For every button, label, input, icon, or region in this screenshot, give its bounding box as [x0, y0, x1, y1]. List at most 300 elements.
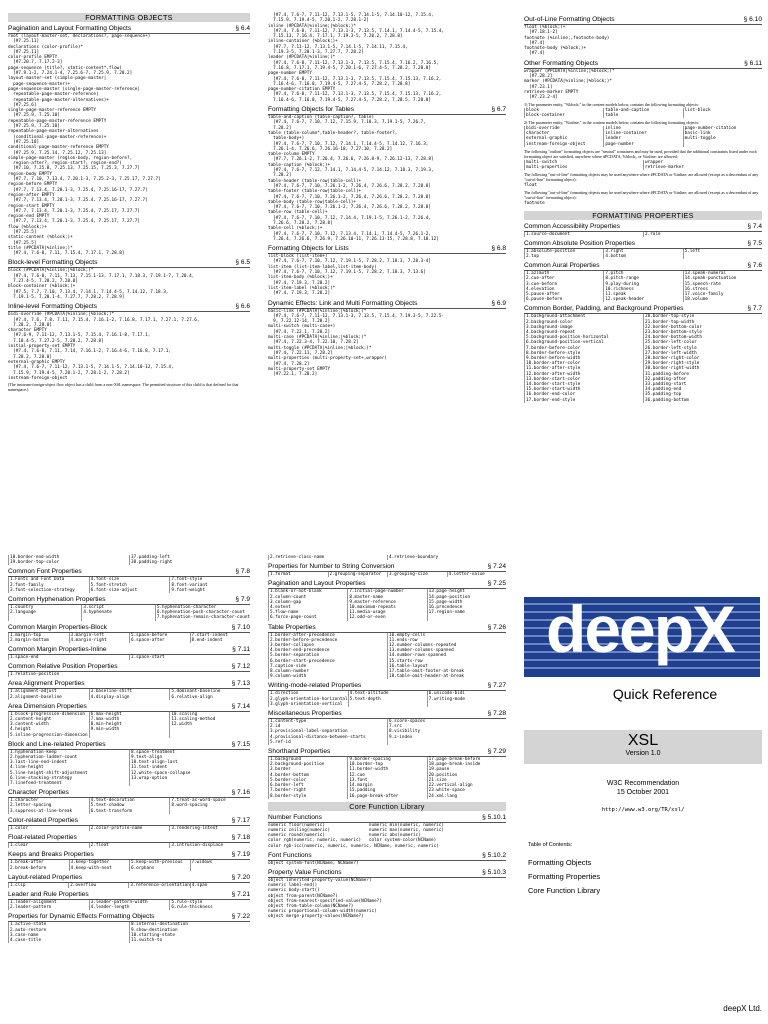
property-item: 5.pause-after: [524, 292, 603, 297]
property-item: 22.border-bottom-color: [643, 325, 762, 330]
fo-entry: region-after EMPTY [#7.7, 7.13.4, 7.20.1-3, 7.25.4, 7.25.16-17, 7.27.7]: [8, 192, 148, 204]
section-ref: § 6.9: [491, 299, 506, 307]
property-item: 1.block-progression-dimension: [8, 712, 89, 717]
section-ref: § 7.11: [232, 646, 250, 654]
property-item: 8.word-spacing: [169, 803, 250, 808]
entity-item: list-block: [683, 108, 762, 113]
property-item: 2.break-before: [8, 866, 69, 871]
fo-entry: table-caption (%block;)+ [#7.4, 7.6-7, 7.12, 7.14.1, 7.14.4-5, 7.14.12, 7.18.3, 7.19.3, 7.28.2]: [268, 162, 434, 179]
section-heading: [8, 567, 250, 577]
property-item: [169, 809, 250, 814]
section-title: Pagination and Layout Formatting Objects: [8, 25, 132, 32]
property-item: 8.border-style: [268, 794, 347, 799]
fo-entry: inline (#PCDATA|%inline;|%block;)* [#7.4, 7.6-8, 7.11-12, 7.13.1-3, 7.13.5, 7.14.1, 7.14.4-5, 7.15.4, 7.15.13, 7.16.4, 7.17.1, 7.19.3-5, 7.20.2, 7.28.8]: [268, 23, 444, 40]
entity-item: multi-toggle: [683, 136, 762, 141]
section-title: Font Functions: [268, 851, 312, 859]
section-title: Number Functions: [268, 813, 322, 821]
section-title: Color-related Properties: [8, 816, 78, 824]
property-item: 18.table-omit-header-at-break: [387, 674, 506, 679]
section-heading: [8, 788, 250, 798]
property-item: 2.background-color: [524, 320, 643, 325]
fo-entry: page-number-citation EMPTY [#7.4, 7.6-8, 7.11-12, 7.13.1-3, 7.13.5, 7.15.4, 7.15.13, 7.16.2, 7.16.4-6, 7.16.8, 7.19.4-5, 7.27.4-5, 7.28.2, 7.28.5, 7.28.8]: [268, 87, 442, 103]
entity-item: block: [524, 108, 603, 113]
property-item: 5.text-depth: [348, 697, 427, 702]
property-item: 1.background: [268, 757, 347, 762]
property-item: 7.widows: [190, 860, 251, 865]
property-list: [268, 589, 506, 620]
section-heading: [268, 681, 506, 691]
property-list: [268, 633, 506, 680]
property-item: 9.border-before-width: [524, 356, 643, 361]
fo-entry: single-page-master-reference EMPTY [#7.25.9, 7.25.10]: [8, 108, 96, 119]
section-ref: § 6.4: [235, 25, 250, 32]
fo-entry: character EMPTY [#7.6-9, 7.11-12, 7.13.1-5, 7.15.4, 7.16.1-8, 7.17.1, 7.18.4-5, 7.27.2-5, 7.28.2, 7.28.8]: [8, 328, 151, 344]
entity-item: [683, 142, 762, 147]
property-item: 1.relative-position: [8, 672, 250, 677]
property-item: 3.baseline-shift: [89, 689, 170, 694]
property-item: 7.treat-as-word-space: [169, 798, 250, 803]
entity-item: instream-foreign-object: [524, 142, 603, 147]
col2-top-entries: [268, 13, 506, 103]
property-item: 3.margin-left: [69, 633, 130, 638]
property-item: 2.language: [8, 610, 81, 615]
section-ref: § 7.12: [231, 663, 250, 671]
property-item: 6.max-height: [89, 712, 170, 717]
property-item: 3.keep-together: [69, 860, 130, 865]
property-item: 1.clear: [8, 843, 89, 848]
property-item: 7.max-width: [89, 717, 170, 722]
neutral-containers-note: The following "outline" formatting objects are "neutral" containers and may be used, provided that the additional constraints listed under each formatting object are satisfied, anywhere where #PCDATA, %block;, or %inline; are allowed:: [524, 148, 757, 159]
function-signature: object system-font(NCName, NCName?): [268, 860, 359, 866]
section-heading: [524, 222, 762, 232]
section-title: Float-related Properties: [8, 834, 77, 842]
property-item: 2.leader-pattern: [8, 905, 89, 910]
fo-entry: declarations (color-profile)* [#7.25.11]: [8, 44, 84, 55]
block-entity-grid: [524, 108, 762, 118]
property-list: [8, 860, 250, 870]
function-signature: object from-nearest-specified-value(NCName?): [268, 898, 382, 904]
function-signature: color rgb-icc(numeric, numeric, numeric, NCName, numeric, numeric): [268, 843, 439, 849]
section-heading: [268, 709, 506, 719]
entity-item: leader: [603, 136, 682, 141]
property-item: 2.role: [643, 232, 762, 237]
property-item: 6.force-page-count: [268, 615, 347, 620]
section-heading: [8, 258, 250, 268]
property-item: 5.dominant-baseline: [169, 689, 250, 694]
property-item: 35.padding-top: [643, 392, 762, 397]
section-heading: [268, 579, 506, 589]
property-item: 5.hyphenation-character: [155, 605, 250, 610]
fo-entry: multi-case (#PCDATA|%inline;|%block;)* [#7.4, 7.22.3-4, 7.22.10, 7.28.2]: [268, 335, 367, 346]
property-item: 4.case-title: [8, 938, 129, 943]
entity-item: 19.border-top-color: [8, 560, 129, 565]
toc-item[interactable]: Formatting Properties: [528, 872, 601, 881]
property-item: 15.padding: [347, 788, 426, 793]
property-item: 1.azimuth: [524, 271, 603, 276]
toc-title: Table of Contents:: [528, 842, 573, 848]
section-heading: [8, 623, 250, 633]
section-ref: § 7.17: [231, 816, 250, 824]
fo-entry: root (layout-master-set, declarations?, page-sequence+) [#7.25.11]: [8, 34, 151, 45]
property-item: 8.column-number: [268, 669, 387, 674]
formatting-objects-header: FORMATTING OBJECTS: [8, 13, 250, 22]
entity-item: inline-container: [603, 131, 682, 136]
section-title: Common Hyphenation Properties: [8, 596, 106, 604]
property-item: 10.empty-cells: [387, 633, 506, 638]
property-item: 5.inline-progression-dimension: [10, 732, 88, 738]
fo-entry: region-end EMPTY [#7.7, 7.13.4, 7.20.1-3, 7.25.4, 7.25.17, 7.27.7]: [8, 214, 140, 225]
property-list: [524, 314, 762, 402]
fo-entry: region-before EMPTY [#7.7, 7.13.4, 7.20.1-3, 7.25.4, 7.25.16-17, 7.27.7]: [8, 182, 148, 193]
section-title: Block and Line-related Properties: [8, 740, 106, 748]
fo-entry: float (%block;)+ [#7.18.1-2]: [524, 25, 566, 36]
property-item: 15.border-start-width: [524, 387, 643, 392]
property-item: 12.cue: [347, 773, 426, 778]
property-item: 4.margin-right: [69, 638, 130, 643]
property-item: 2.letter-spacing: [8, 803, 89, 808]
property-item: 17.border-end-style: [524, 398, 643, 403]
fo-entry: list-item (list-item-label,list-item-body) [#7.4, 7.6-7, 7.10, 7.12, 7.19.1-5, 7.28.2, 7.18.3, 7.13.6]: [268, 264, 426, 276]
property-item: [169, 733, 250, 738]
section-heading: [268, 747, 506, 757]
property-item: 10.maximum-repeats: [347, 605, 426, 610]
property-item: 21.size: [427, 778, 506, 783]
property-item: 5.line-height-shift-adjustment: [8, 771, 129, 776]
section-title: Leader and Rule Properties: [8, 890, 89, 898]
fo-entry: multi-toggle (#PCDATA|%inline;|%block;)* [#7.4, 7.22.11, 7.28.2]: [268, 345, 372, 356]
section-ref: § 6.7: [491, 106, 506, 114]
section-title: Writing-mode-related Properties: [268, 682, 362, 690]
fo-entry: table-column EMPTY [#7.7, 7.26.1-2, 7.26.4, 7.26.6, 7.26.8-9, 7.26.12-13, 7.28.8]: [268, 152, 434, 163]
property-item: 4.border-bottom: [268, 773, 347, 778]
property-item: 14.speak-punctuation: [683, 276, 762, 281]
function-signature: numeric ceiling(numeric) numeric max(numeric, numeric): [268, 827, 444, 833]
entity-item: 37.padding-left: [129, 555, 250, 560]
spec-url[interactable]: http://www.w3.org/TR/xsl/: [601, 807, 685, 813]
quick-reference-title: Quick Reference: [612, 686, 718, 702]
section-ref: § 7.18: [231, 834, 250, 842]
property-item: 28.border-right-color: [643, 356, 762, 361]
property-item: 22.vertical-align: [427, 783, 506, 788]
section-heading: [524, 304, 762, 314]
section-title: Common Accessibility Properties: [524, 222, 621, 230]
fo-entry: footnote (%inline;,footnote-body) [#7.4]: [524, 35, 610, 46]
property-item: 7.caption-side: [268, 664, 387, 669]
property-item: 4.extent: [268, 605, 347, 610]
fo-entry: page-sequence (title?, static-content*,flow) [#7.9.1-2, 7.24.1-4, 7.25.6-7, 7.25.9, 7.28.2]: [8, 65, 133, 77]
property-item: [81, 615, 154, 620]
neutral-containers-grid: [524, 160, 762, 170]
property-item: 25.border-left-color: [643, 340, 762, 345]
property-item: 5.border-separation: [268, 653, 387, 658]
property-list: [8, 712, 250, 738]
fo-entry: repeatable-page-master-reference EMPTY [#7.25.9, 7.25.10]: [8, 118, 107, 130]
property-item: 6.hyphenation-push-character-count: [155, 610, 250, 615]
col5-property-sections: [268, 562, 506, 799]
property-item: 6.text-transform: [89, 809, 170, 814]
property-item: 4.hyphenate: [81, 610, 154, 615]
section-heading: [268, 299, 506, 309]
property-item: 12.width: [169, 722, 250, 727]
fo-entry: list-item-body (%block;)+ [#7.4, 7.19.3, 7.28.2]: [268, 275, 333, 286]
property-item: 15.starts-row: [387, 659, 506, 664]
property-item: 2.grouping-separator: [328, 572, 388, 577]
property-item: 4.line-height: [8, 765, 129, 770]
product-name: XSL: [627, 732, 659, 749]
property-item: 7.hyphenation-remain-character-count: [156, 615, 250, 621]
section-heading: [8, 850, 250, 860]
property-item: 2.color-profile-name: [89, 826, 170, 831]
property-item: 7.start-indent: [190, 633, 251, 638]
section-title: Miscellaneous Properties: [268, 710, 342, 718]
property-item: 5.space-before: [129, 633, 190, 638]
property-item: 13.page-height: [427, 589, 506, 594]
property-item: 7.border-right: [268, 788, 347, 793]
property-item: 16.border-end-color: [524, 392, 643, 397]
section-title: Character Properties: [8, 789, 69, 797]
property-item: 3.glyph-orientation-vertical: [268, 702, 348, 707]
entity-item: [683, 113, 762, 118]
property-item: 31.padding-before: [643, 372, 762, 377]
entity-item: multi-switch: [524, 160, 643, 165]
property-item: 4.background-repeat: [524, 330, 643, 335]
section-heading: [268, 244, 506, 254]
property-item: 12.border-after-width: [524, 372, 643, 377]
property-item: 2.top: [524, 254, 603, 259]
property-item: [427, 615, 506, 620]
property-item: 36.padding-bottom: [643, 398, 762, 403]
col3-property-sections: [524, 222, 762, 403]
property-list: [268, 691, 506, 707]
fo-entry: region-body EMPTY [#7.7, 7.10, 7.13.4, 7.20.1-3, 7.25.2-3, 7.25.17, 7.27.7]: [8, 171, 161, 183]
section-heading: [8, 816, 250, 826]
entity-item: bidi-override: [524, 126, 603, 131]
property-item: 16.page-break-after: [347, 794, 426, 799]
property-item: 1.content-type: [268, 719, 387, 724]
property-item: 16.table-layout: [387, 664, 506, 669]
property-item: 14.page-position: [427, 595, 506, 600]
property-item: 14.border-start-style: [524, 382, 643, 387]
fo-entry: list-item-label (%block;)* [#7.4, 7.19.3, 7.28.2]: [268, 285, 336, 297]
fo-entry: page-sequence-master (single-page-master-reference| repeatable-page-master-reference| repeatable-page-master-alternatives)+ [#7.25.6]: [8, 86, 140, 108]
property-item: 18.volume: [683, 297, 762, 302]
deepx-logo: [524, 592, 760, 677]
property-item: 13.font: [347, 778, 426, 783]
property-item: 9.font-weight: [169, 588, 250, 593]
section-ref: § 7.6: [747, 262, 762, 270]
property-item: 3.script: [81, 605, 154, 610]
property-item: 1.country: [8, 605, 81, 610]
property-item: 1.active-state: [8, 922, 129, 927]
property-item: 3.reference-orientation: [130, 882, 190, 888]
col4-property-sections: [8, 567, 250, 943]
property-item: 5.border-color: [268, 778, 347, 783]
property-item: 7.linefeed-treatment: [8, 781, 129, 786]
property-item: 5.ref-id: [268, 740, 387, 745]
section-title: Formatting Objects for Tables: [268, 106, 354, 114]
fo-entry: retrieve-marker EMPTY [#7.23.2-4]: [524, 89, 579, 101]
property-list: [524, 249, 762, 259]
col4-top-items: [8, 555, 250, 565]
property-item: [683, 254, 762, 259]
section-title: Formatting Objects for Lists: [268, 245, 349, 253]
toc-item[interactable]: Formatting Objects: [528, 858, 592, 867]
property-item: 4.text-altitude: [348, 691, 427, 696]
float-word: float: [524, 183, 537, 189]
property-item: 1.blank-or-not-blank: [268, 589, 347, 594]
fo-entry: marker (#PCDATA|%inline;|%block;)* [#7.23.1]: [524, 79, 612, 90]
section-ref: § 7.14: [231, 702, 250, 710]
property-item: 5.left: [683, 249, 762, 254]
property-item: 5.font-stretch: [89, 583, 170, 588]
property-item: 12.white-space-collapse: [129, 771, 250, 776]
toc-item[interactable]: Core Function Library: [528, 886, 601, 895]
property-item: 10.border-top: [347, 762, 426, 767]
property-item: 8.end-indent: [190, 638, 251, 643]
entity-item: 18.border-end-width: [8, 555, 129, 560]
column-properties-5: [268, 555, 506, 1024]
section-ref: § 7.27: [487, 682, 506, 690]
property-item: 3.suppress-at-line-break: [8, 809, 89, 814]
function-signature: object from-table-column(NCName?): [268, 903, 354, 909]
property-item: 5.rule-style: [169, 900, 250, 905]
fo-entry: flow (%block;)+ [#7.25.5]: [8, 224, 47, 235]
block-entity-note: 1) The parameter entity, "%block;" in the content models below, contains the following formatting objects:: [524, 101, 699, 107]
section-ref: § 7.24: [487, 563, 506, 571]
property-item: 4.bottom: [603, 254, 682, 259]
function-signature: object inherited-property-value(NCName?): [268, 877, 372, 883]
property-item: 1.absolute-position: [524, 249, 603, 254]
column-properties-4: [8, 555, 250, 1024]
property-item: 6.font-size-adjust: [89, 588, 170, 593]
property-list: [524, 271, 762, 302]
property-item: 9.z-index: [387, 735, 506, 740]
section-title: Common Margin Properties-Block: [8, 623, 107, 631]
section-heading: [8, 873, 250, 883]
property-item: 14.margin: [347, 783, 426, 788]
property-item: 7.src: [387, 724, 506, 729]
section-title: Dynamic Effects: Link and Multi Formatting Objects: [268, 299, 418, 307]
fo-entry: block-container (%block;)+ [#7.5, 7.7, 7.10, 7.13.4, 7.14.1, 7.14.4-5, 7.14.12, 7.18.3, 7.19.1-5, 7.20.1-4, 7.27.7, 7.28.2, 7.28.9]: [8, 284, 169, 300]
section-title: Block-level Formatting Objects: [8, 259, 98, 267]
section-ref: § 6.6: [235, 303, 250, 311]
col5-top-items: [268, 555, 506, 560]
entity-item: character: [524, 131, 603, 136]
section-heading: [8, 595, 250, 605]
property-item: 3.grouping-size: [387, 572, 447, 577]
property-item: 20.border-top-style: [643, 314, 762, 319]
col1-sections: [8, 24, 250, 381]
section-title: Area Dimension Properties: [8, 702, 87, 710]
property-item: 4.span: [190, 883, 250, 888]
fo-entry: basic-link (#PCDATA|%inline;|%block;)* [#7.4, 7.6-7, 7.11-12, 7.13.1-3, 7.13.5, 7.15.4, 7.19.3-5, 7.22.5- 9, 7.22.12-14, 7.28.2]: [268, 308, 444, 325]
entity-item: 2.retrieve-class-name: [268, 555, 387, 560]
section-ref: § 7.8: [235, 568, 250, 576]
function-signature: object from-parent(NCName?): [268, 893, 338, 899]
property-item: 10.text-align-last: [129, 760, 250, 765]
property-item: 13.wrap-option: [129, 776, 250, 781]
property-item: 23.white-space: [427, 788, 506, 793]
property-item: 7.initial-page-number: [347, 589, 426, 594]
section-heading: [8, 679, 250, 689]
property-item: 15.speech-rate: [683, 282, 762, 287]
property-item: 1.background-attachment: [524, 314, 643, 319]
entity-item: table: [603, 113, 682, 118]
section-title: Properties for Dynamic Effects Formatting Objects: [8, 913, 155, 921]
property-item: 2.column-count: [268, 595, 347, 600]
entity-item: inline: [603, 126, 682, 131]
property-item: 6.relative-align: [169, 695, 250, 700]
company-name: deepX Ltd.: [723, 1004, 762, 1013]
property-item: 2.glyph-orientation-horizontal: [270, 696, 348, 702]
section-title: Common Font Properties: [8, 568, 82, 576]
property-item: 11.text-indent: [129, 765, 250, 770]
section-heading: [8, 645, 250, 655]
function-signature: numeric floor(numeric) numeric min(numeric, numeric): [268, 822, 444, 828]
section-ref: § 7.16: [231, 789, 250, 797]
property-item: [190, 866, 251, 871]
function-signature: object merge-property-values(NCName?): [268, 914, 364, 920]
fo-entry: [#7.4, 7.6-7, 7.11-12, 7.13.1-5, 7.14.1-5, 7.14.10-12, 7.15.4, 7.15.9, 7.19.4-5, 7.20.1-2, 7.28.1-2]: [273, 13, 434, 24]
col2-sections: [268, 105, 506, 377]
property-item: 1.hyphenation-keep: [8, 750, 129, 755]
section-title: Inline-level Formatting Objects: [8, 303, 98, 311]
section-heading: [268, 851, 506, 861]
fo-entry: multi-property-set EMPTY [#7.22.1, 7.28.2]: [268, 366, 331, 378]
col3-sections: [524, 15, 762, 101]
property-item: 1.alignment-adjust: [8, 689, 89, 694]
fo-entry: footnote-body (%block;)+ [#7.4]: [524, 46, 587, 57]
logo-text: deepX: [546, 592, 735, 666]
section-ref: § 7.22: [231, 913, 250, 921]
property-item: 33.padding-start: [643, 382, 762, 387]
function-signature: numeric body-start(): [268, 888, 320, 894]
property-item: 8.border-before-style: [524, 351, 643, 356]
property-item: 4.text-decoration: [89, 798, 170, 803]
property-item: 2.float: [89, 843, 170, 848]
property-item: 6.border-start-precedence: [268, 659, 387, 664]
property-item: 3.leader-pattern-width: [89, 900, 170, 905]
property-item: 2.auto-restore: [8, 928, 129, 933]
property-item: 7.font-style: [169, 577, 250, 582]
core-function-library-header: Core Function Library: [268, 802, 506, 811]
property-list: [268, 572, 506, 577]
property-item: 5.flow-name: [268, 610, 347, 615]
section-heading: [8, 912, 250, 922]
property-item: 10.border-after-color: [524, 361, 643, 366]
property-item: 1.leader-alignment: [8, 900, 89, 905]
property-item: 8.internal-destination: [129, 922, 250, 927]
property-item: 6.rule-thickness: [169, 905, 250, 910]
section-ref: § 7.19: [231, 851, 250, 859]
property-item: 2.space-start: [129, 655, 250, 660]
property-item: 6.space-after: [129, 638, 190, 643]
entity-item: basic-link: [683, 131, 762, 136]
fo-entry: title (#PCDATA|%inline;)* [#7.4, 7.6-8, 7.11, 7.15.4, 7.17.1, 7.28.8]: [8, 245, 125, 257]
property-list: [8, 605, 250, 621]
property-item: 23.border-bottom-style: [643, 330, 762, 335]
property-item: 5.keep-with-previous: [129, 860, 190, 865]
table-of-contents: [528, 858, 728, 900]
section-title: Other Formatting Objects: [524, 59, 599, 67]
property-item: 12.speak-header: [603, 297, 682, 302]
property-item: 2.margin-bottom: [8, 638, 69, 643]
section-ref: § 6.8: [491, 245, 506, 253]
function-signature: color rgb(numeric, numeric, numeric) color system-color(NCName): [268, 838, 437, 844]
entity-item: retrieve-marker: [643, 165, 762, 170]
property-item: 4.provisional-distance-between-starts: [268, 735, 387, 740]
fo-entry: multi-properties (multi-property-set+,wrapper) [#7.4, 7.28.2]: [268, 356, 387, 367]
